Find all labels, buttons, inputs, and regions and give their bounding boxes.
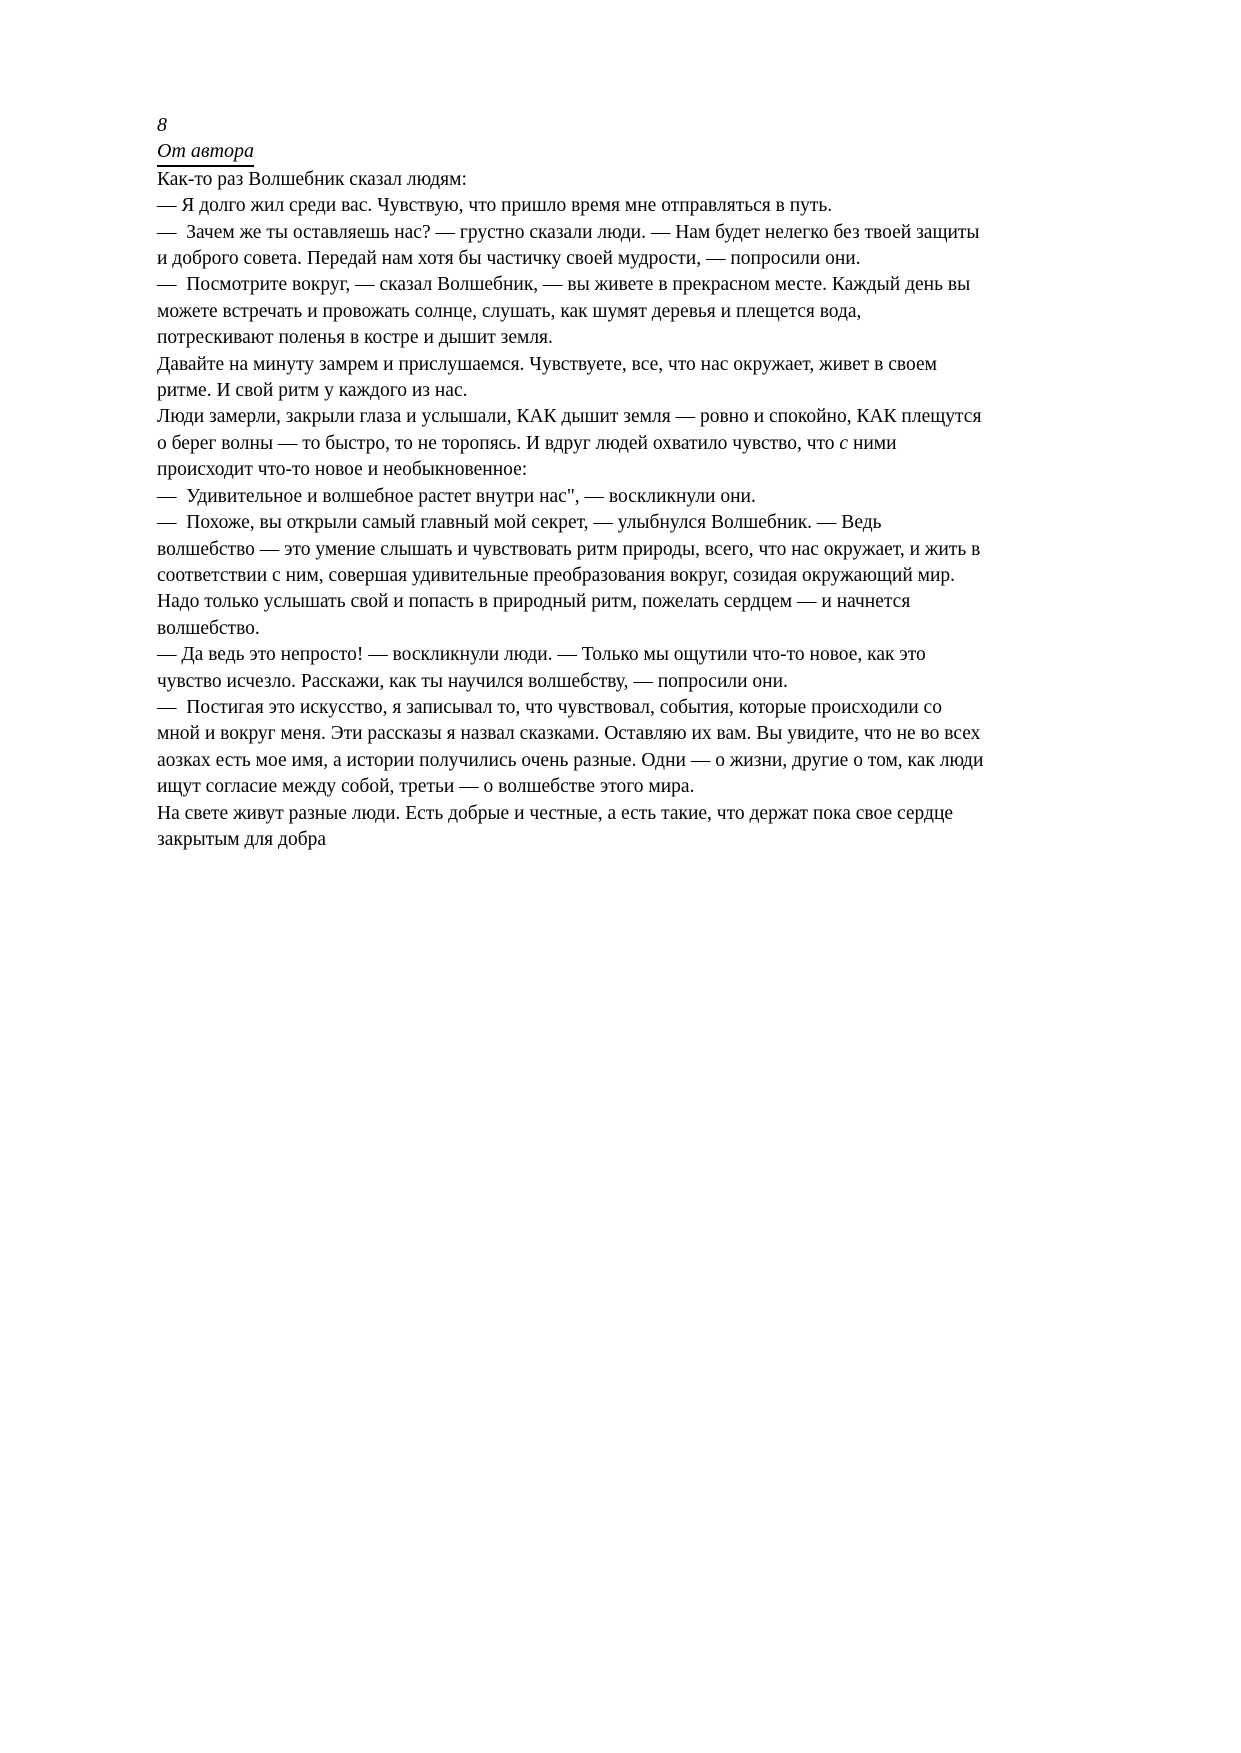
text-segment: Надо только услышать свой и попасть в природный ритм, пожелать сердцем — и начнется bbox=[157, 591, 911, 613]
text-segment: — Зачем же ты оставляешь нас? — грустно сказали люди. — Нам будет нелегко без твоей защиты bbox=[157, 221, 980, 243]
text-segment: чувство исчезло. Расскажи, как ты научился волшебству, — попросили они. bbox=[157, 670, 788, 692]
text-line bbox=[157, 457, 1077, 483]
text-line bbox=[157, 325, 1077, 351]
text-line bbox=[157, 827, 1077, 853]
body-text bbox=[157, 167, 1077, 854]
text-line bbox=[157, 484, 1077, 510]
text-line bbox=[157, 352, 1077, 378]
text-segment: можете встречать и провожать солнце, слушать, как шумят деревья и плещется вода, bbox=[157, 300, 862, 322]
text-segment: мной и вокруг меня. Эти рассказы я назвал сказками. Оставляю их вам. Вы увидите, что не во всех bbox=[157, 723, 981, 745]
text-line bbox=[157, 748, 1077, 774]
text-segment: закрытым для добра bbox=[157, 828, 327, 850]
text-line bbox=[157, 167, 1077, 193]
text-segment: аозках есть мое имя, а истории получились очень разные. Одни — о жизни, другие о том, как люди bbox=[157, 749, 984, 771]
text-segment: — Посмотрите вокруг, — сказал Волшебник, — вы живете в прекрасном месте. Каждый день вы bbox=[157, 274, 971, 296]
section-title-line bbox=[157, 138, 1101, 166]
text-segment: с bbox=[839, 432, 849, 454]
section-title: От автора bbox=[157, 138, 254, 166]
text-segment: На свете живут разные люди. Есть добрые и честные, а есть такие, что держат пока свое сердце bbox=[157, 802, 954, 824]
text-segment: — Похоже, вы открыли самый главный мой секрет, — улыбнулся Волшебник. — Ведь bbox=[157, 512, 882, 534]
text-line bbox=[157, 801, 1077, 827]
text-segment: волшебство. bbox=[157, 617, 260, 639]
text-line bbox=[157, 721, 1077, 747]
text-line bbox=[157, 695, 1077, 721]
text-segment: соответствии с ним, совершая удивительные преобразования вокруг, созидая окружающий мир. bbox=[157, 564, 956, 586]
text-segment: — Да ведь это непросто! — воскликнули люди. — Только мы ощутили что-то новое, как это bbox=[157, 644, 926, 666]
text-line bbox=[157, 616, 1077, 642]
text-segment: Как-то раз Волшебник сказал людям: bbox=[157, 168, 467, 190]
text-line bbox=[157, 299, 1077, 325]
text-segment: о берег волны — то быстро, то не торопясь. И вдруг людей охватило чувство, что bbox=[157, 432, 840, 454]
text-line bbox=[157, 563, 1077, 589]
text-segment: потрескивают поленья в костре и дышит земля. bbox=[157, 327, 553, 349]
text-line bbox=[157, 272, 1077, 298]
text-line bbox=[157, 193, 1077, 219]
text-line bbox=[157, 774, 1077, 800]
text-segment: Давайте на минуту замрем и прислушаемся. Чувствуете, все, что нас окружает, живет в своем bbox=[157, 353, 937, 375]
text-segment: — Удивительное и волшебное растет внутри нас", — воскликнули они. bbox=[157, 485, 756, 507]
text-line bbox=[157, 220, 1077, 246]
text-line bbox=[157, 510, 1077, 536]
text-segment: — Постигая это искусство, я записывал то, что чувствовал, события, которые происходили со bbox=[157, 696, 942, 718]
text-line bbox=[157, 378, 1077, 404]
text-segment: Люди замерли, закрыли глаза и услышали, КАК дышит земля — ровно и спокойно, КАК плещутся bbox=[157, 406, 982, 428]
text-segment: ритме. И свой ритм у каждого из нас. bbox=[157, 380, 468, 402]
text-segment: ними bbox=[848, 432, 897, 454]
text-line bbox=[157, 431, 1077, 457]
text-line bbox=[157, 404, 1077, 430]
page-number: 8 bbox=[157, 114, 167, 136]
text-line bbox=[157, 669, 1077, 695]
text-segment: происходит что-то новое и необыкновенное: bbox=[157, 459, 528, 481]
text-line bbox=[157, 537, 1077, 563]
text-line bbox=[157, 589, 1077, 615]
text-segment: ищут согласие между собой, третьи — о волшебстве этого мира. bbox=[157, 776, 695, 798]
text-line bbox=[157, 642, 1077, 668]
text-segment: и доброго совета. Передай нам хотя бы частичку своей мудрости, — попросили они. bbox=[157, 248, 861, 270]
text-segment: — Я долго жил среди вас. Чувствую, что пришло время мне отправляться в путь. bbox=[157, 195, 833, 217]
text-segment: волшебство — это умение слышать и чувствовать ритм природы, всего, что нас окружает, и жить в bbox=[157, 538, 981, 560]
text-line bbox=[157, 246, 1077, 272]
